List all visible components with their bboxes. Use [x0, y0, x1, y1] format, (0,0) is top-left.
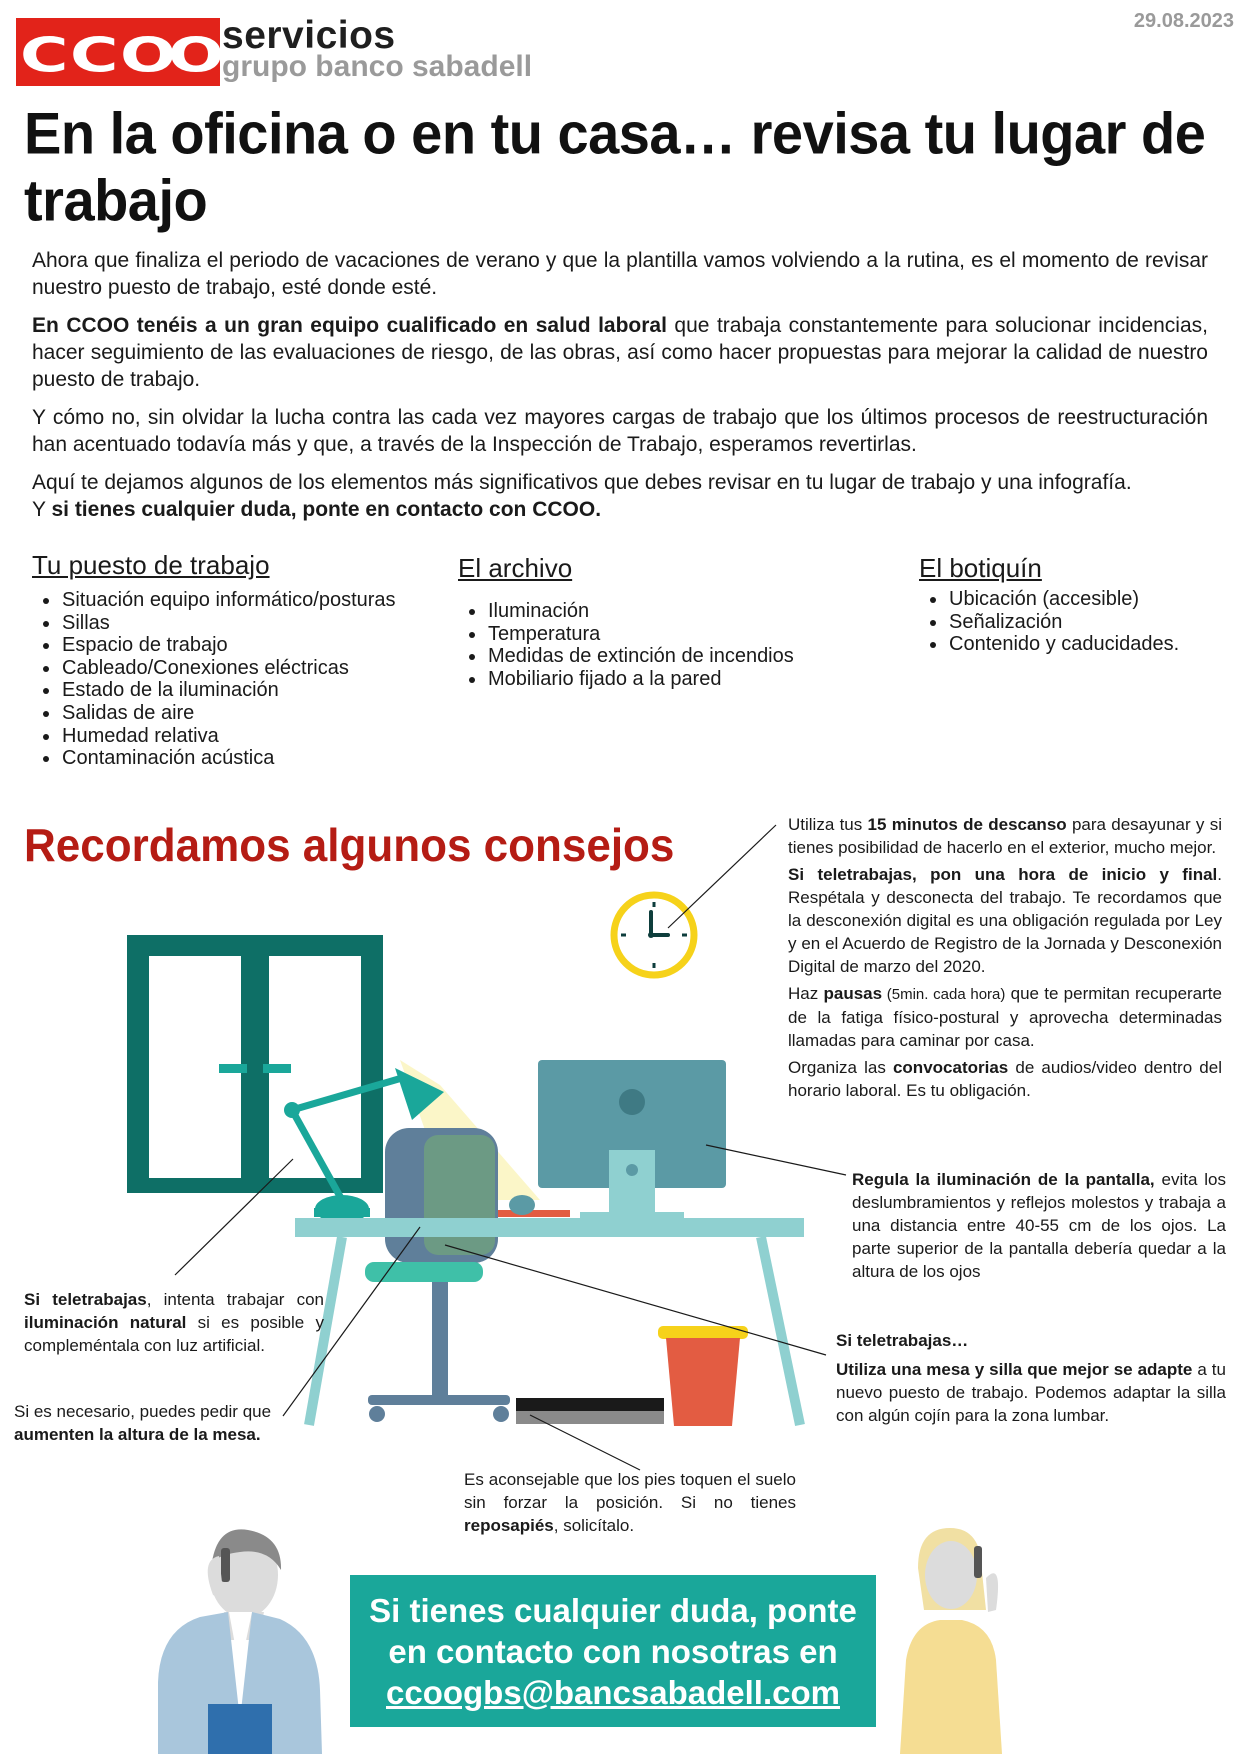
bold-text: si tienes cualquier duda, ponte en contacto con CCOO.	[51, 498, 602, 521]
text: Y	[32, 498, 52, 521]
list-item: • Humedad relativa	[61, 725, 432, 748]
publication-date: 29.08.2023	[1133, 10, 1234, 32]
list-item: • Cableado/Conexiones eléctricas	[61, 657, 432, 680]
bold-text: convocatorias	[892, 1058, 1009, 1077]
intro-paragraph: Ahora que finaliza el periodo de vacaciones de verano y que la plantilla vamos volviendo a la rutina, es el momento de revisar nuestro puesto de trabajo, esté donde esté.	[32, 249, 1208, 299]
text: . Respétala y desconecta del trabajo. Te recordamos que la desconexión digital es una obligación regulada por Ley y en el Acuerdo de Registro de la Jornada y Desconexión Digital de marzo del 2020.	[788, 865, 1222, 976]
bold-text: aumenten la altura de la mesa.	[14, 1425, 261, 1444]
list-item: • Estado de la iluminación	[61, 679, 432, 702]
text: Si es necesario, puedes pedir que	[14, 1402, 272, 1421]
list-item: • Iluminación	[487, 600, 858, 623]
list-item: • Medidas de extinción de incendios	[487, 645, 858, 668]
chair-icon	[365, 1262, 510, 1422]
tip-reposapies	[464, 1468, 796, 1537]
list-item: • Señalización	[948, 611, 1219, 634]
clock-icon	[614, 895, 694, 975]
contact-line: Si tienes cualquier duda, ponte	[369, 1591, 857, 1629]
list-item: • Temperatura	[487, 623, 858, 646]
list-item: • Contenido y caducidades.	[948, 633, 1219, 656]
window-illustration	[127, 935, 383, 1193]
bold-text: En CCOO tenéis a un gran equipo cualificado en salud laboral	[32, 314, 667, 337]
tip-pausas	[788, 982, 1222, 1052]
tip-convocatorias	[788, 1056, 1222, 1102]
text: Es aconsejable que los pies toquen el suelo sin forzar la posición. Si no tienes	[464, 1470, 796, 1512]
tip-mesa-silla	[836, 1329, 1226, 1427]
text: (5min. cada hora)	[882, 986, 1006, 1003]
bold-text: reposapiés	[464, 1516, 554, 1535]
list-item: • Espacio de trabajo	[61, 634, 432, 657]
bold-text: iluminación natural	[24, 1313, 187, 1332]
text: para desayunar y si tienes posibilidad de hacerlo en el exterior, mucho mejor.	[788, 815, 1222, 857]
logo-letter: O	[168, 27, 225, 83]
tip-descanso	[788, 813, 1222, 859]
list-item: • Situación equipo informático/posturas	[61, 589, 432, 612]
brand-subtitle: grupo banco sabadell	[222, 50, 533, 83]
list-item: • Sillas	[61, 612, 432, 635]
bold-text: Utiliza una mesa y silla que mejor se adapte	[836, 1360, 1193, 1379]
tip-altura-mesa	[14, 1400, 282, 1446]
contact-email-link[interactable]: ccoogbs@bancsabadell.com	[386, 1673, 840, 1711]
tip-iluminacion-natural	[24, 1288, 324, 1357]
contact-line: en contacto con nosotras en	[388, 1632, 838, 1670]
tip-pantalla	[852, 1168, 1226, 1283]
footrest-icon	[516, 1398, 664, 1424]
list-item: • Salidas de aire	[61, 702, 432, 725]
tip-hora	[788, 863, 1222, 978]
brand-name: servicios	[222, 14, 396, 57]
bold-text: Si teletrabajas	[24, 1290, 147, 1309]
section-title: Recordamos algunos consejos	[24, 820, 675, 872]
text: , intenta trabajar con	[146, 1290, 325, 1309]
list-title: Tu puesto de trabajo	[32, 550, 270, 580]
list-title: El botiquín	[919, 553, 1042, 583]
text: que te permitan recuperarte de la fatiga físico-postural y aprovecha determinadas llamadas para caminar por casa.	[788, 984, 1222, 1050]
text: , solicítalo.	[553, 1516, 635, 1535]
text: Aquí te dejamos algunos de los elementos más significativos que debes revisar en tu lugar de trabajo y una infografía.	[32, 471, 1132, 494]
text: que trabaja constantemente para solucionar incidencias, hacer seguimiento de las evaluaciones de riesgo, de las obras, así como hacer propuestas para mejorar la calidad de nuestro puesto de trabajo.	[32, 314, 1208, 391]
contact-banner	[350, 1575, 876, 1727]
monitor-icon	[538, 1060, 726, 1218]
bold-text: pausas	[823, 984, 883, 1003]
bold-text: Si teletrabajas, pon una hora de inicio y final	[788, 865, 1218, 884]
text: Organiza las	[788, 1058, 893, 1077]
text: a tu nuevo puesto de trabajo. Podemos adaptar la silla con algún cojín para la zona lumbar.	[836, 1360, 1226, 1425]
text: evita los deslumbramientos y reflejos molestos y trabaja a una distancia entre 40-55 cm de los ojos. La parte superior de la pantalla debería quedar a la altura de los ojos	[852, 1170, 1226, 1281]
list-item: • Ubicación (accesible)	[948, 588, 1219, 611]
text: Utiliza tus	[788, 815, 868, 834]
intro-paragraph: Y cómo no, sin olvidar la lucha contra las cada vez mayores cargas de trabajo que los últimos procesos de reestructuración han acentuado todavía más y que, a través de la Inspección de Trabajo, esperamos revertirlas.	[32, 406, 1208, 456]
logo-letter: C	[20, 27, 69, 83]
bold-text: 15 minutos de descanso	[867, 815, 1067, 834]
list-title: El archivo	[458, 553, 573, 583]
logo-letter: O	[120, 27, 177, 83]
text: de audios/video dentro del horario laboral. Es tu obligación.	[788, 1058, 1222, 1100]
mouse-icon	[509, 1195, 535, 1215]
man-on-phone-illustration	[158, 1529, 322, 1754]
list-item: • Contaminación acústica	[61, 747, 432, 770]
tips-block-right	[788, 813, 1222, 1106]
page-title: En la oficina o en tu casa… revisa tu lugar de trabajo	[24, 100, 1206, 234]
bold-text: Regula la iluminación de la pantalla,	[852, 1170, 1155, 1189]
text: Haz	[788, 984, 824, 1003]
text: si es posible y compleméntala con luz artificial.	[24, 1313, 324, 1355]
woman-on-phone-illustration	[900, 1528, 1002, 1754]
list-item: • Mobiliario fijado a la pared	[487, 668, 858, 691]
trash-bin-icon	[658, 1326, 748, 1426]
logo-letter: C	[70, 27, 119, 83]
tip-heading: Si teletrabajas…	[836, 1331, 969, 1350]
